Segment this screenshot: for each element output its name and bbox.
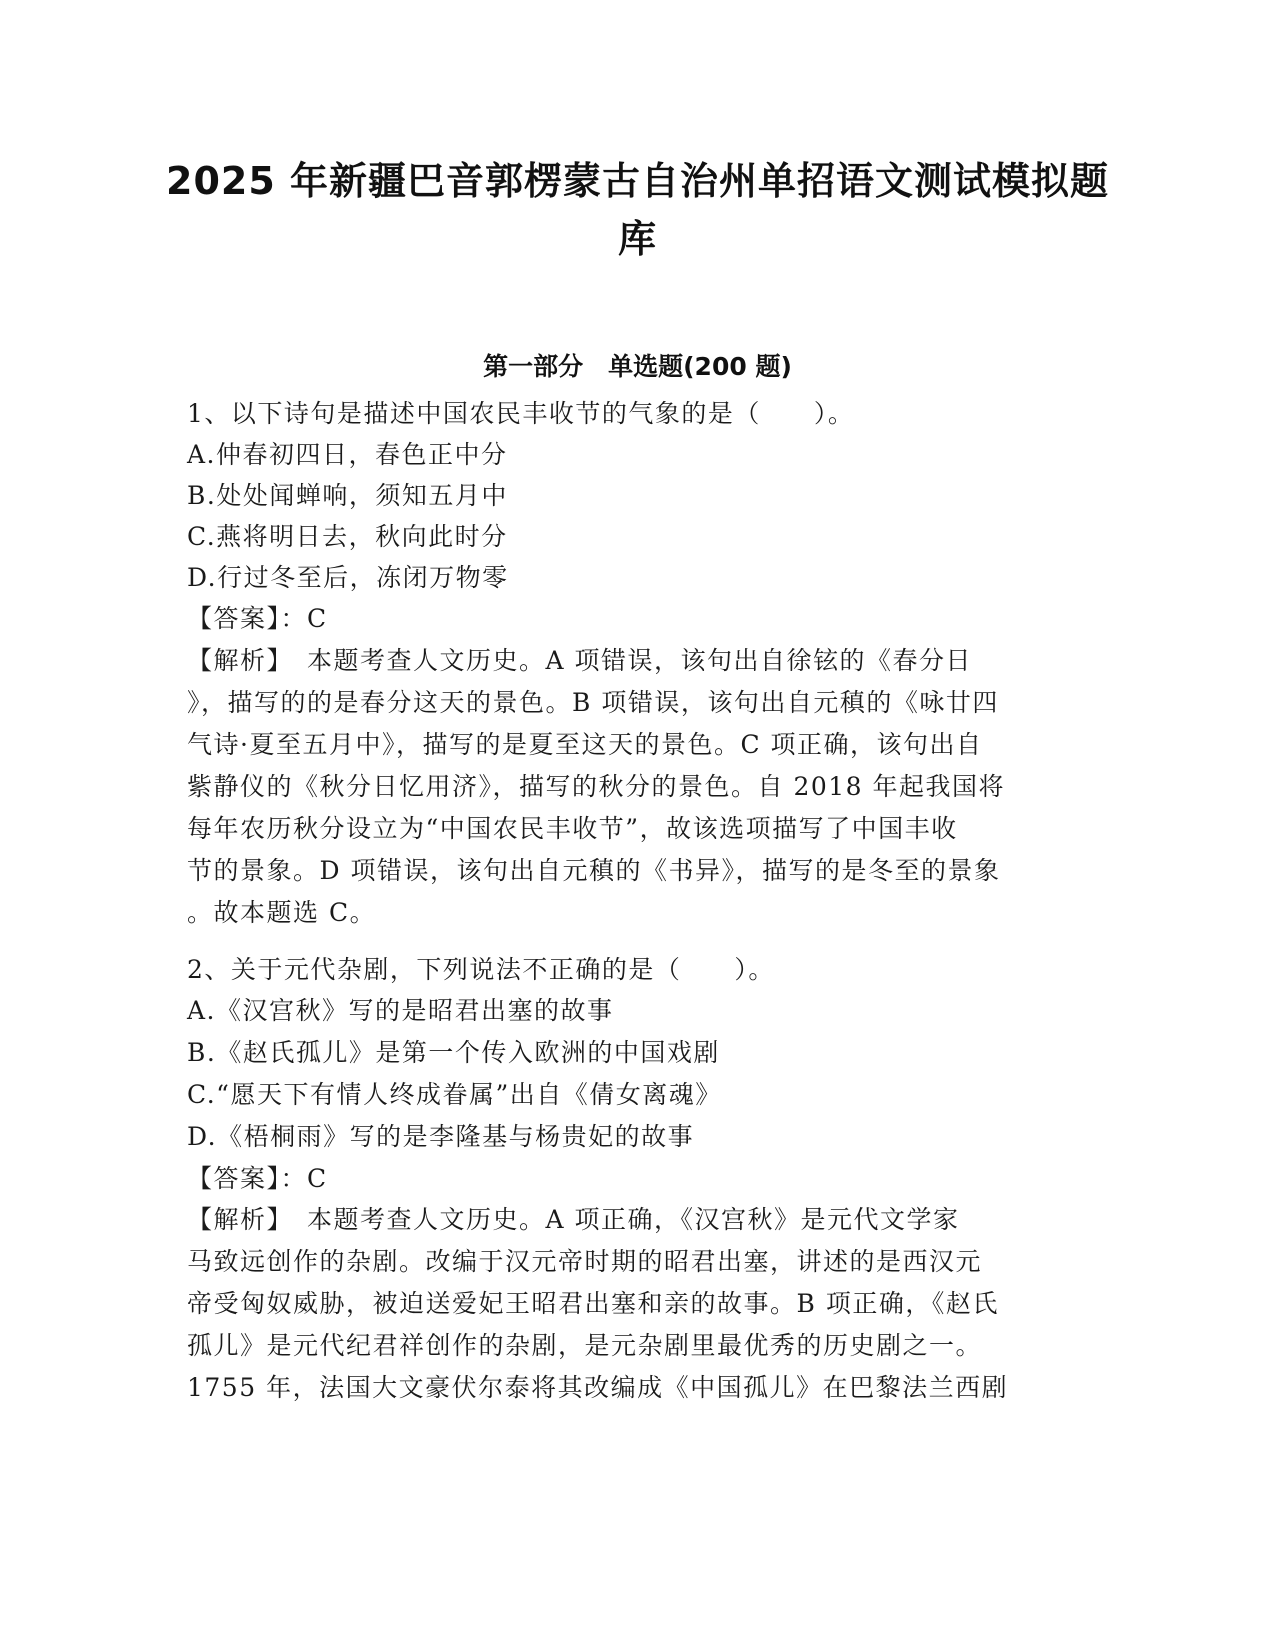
question-1-answer: 【答案】：C [187,604,328,633]
question-1-analysis-line: 气诗·夏至五月中》，描写的是夏至这天的景色。C 项正确，该句出自 [187,730,983,759]
question-2-analysis-line: 帝受匈奴威胁，被迫送爱妃王昭君出塞和亲的故事。B 项正确，《赵氏 [187,1289,999,1318]
question-2-stem: 2、关于元代杂剧，下列说法不正确的是（ ）。 [187,955,775,984]
question-2-option-c: C.“愿天下有情人终成眷属”出自《倩女离魂》 [187,1080,722,1109]
question-2-analysis-line: 【解析】 本题考查人文历史。A 项正确，《汉宫秋》是元代文学家 [187,1205,960,1234]
question-1-option-b: B.处处闻蝉响，须知五月中 [187,481,508,510]
question-2-option-b: B.《赵氏孤儿》是第一个传入欧洲的中国戏剧 [187,1038,720,1067]
question-2-option-a: A.《汉宫秋》写的是昭君出塞的故事 [187,996,614,1025]
question-1-analysis-line: 每年农历秋分设立为“中国农民丰收节”，故该选项描写了中国丰收 [187,814,958,843]
question-1-analysis-line: 》，描写的的是春分这天的景色。B 项错误，该句出自元稹的《咏廿四 [187,688,999,717]
question-2-analysis-line: 1755 年，法国大文豪伏尔泰将其改编成《中国孤儿》在巴黎法兰西剧 [187,1373,1009,1402]
question-2-answer: 【答案】：C [187,1164,328,1193]
question-1-analysis-line: 紫静仪的《秋分日忆用济》，描写的秋分的景色。自 2018 年起我国将 [187,772,1006,801]
document-title-line-2: 库 [617,217,657,261]
question-1-analysis-line: 。故本题选 C。 [187,898,377,927]
question-1-option-a: A.仲春初四日，春色正中分 [187,440,508,469]
question-1-analysis-line: 【解析】 本题考查人文历史。A 项错误，该句出自徐铉的《春分日 [187,646,973,675]
question-1-option-c: C.燕将明日去，秋向此时分 [187,522,508,551]
question-2-option-d: D.《梧桐雨》写的是李隆基与杨贵妃的故事 [187,1122,695,1151]
section-heading: 第一部分 单选题(200 题) [483,352,792,381]
document-title-line-1: 2025 年新疆巴音郭楞蒙古自治州单招语文测试模拟题 [166,159,1109,203]
question-1-analysis-line: 节的景象。D 项错误，该句出自元稹的《书异》，描写的是冬至的景象 [187,856,1001,885]
question-2-analysis-line: 马致远创作的杂剧。改编于汉元帝时期的昭君出塞，讲述的是西汉元 [187,1247,983,1276]
question-1-option-d: D.行过冬至后，冻闭万物零 [187,563,509,592]
question-2-analysis-line: 孤儿》是元代纪君祥创作的杂剧，是元杂剧里最优秀的历史剧之一。 [187,1331,983,1360]
question-1-stem: 1、以下诗句是描述中国农民丰收节的气象的是（ ）。 [187,399,855,428]
